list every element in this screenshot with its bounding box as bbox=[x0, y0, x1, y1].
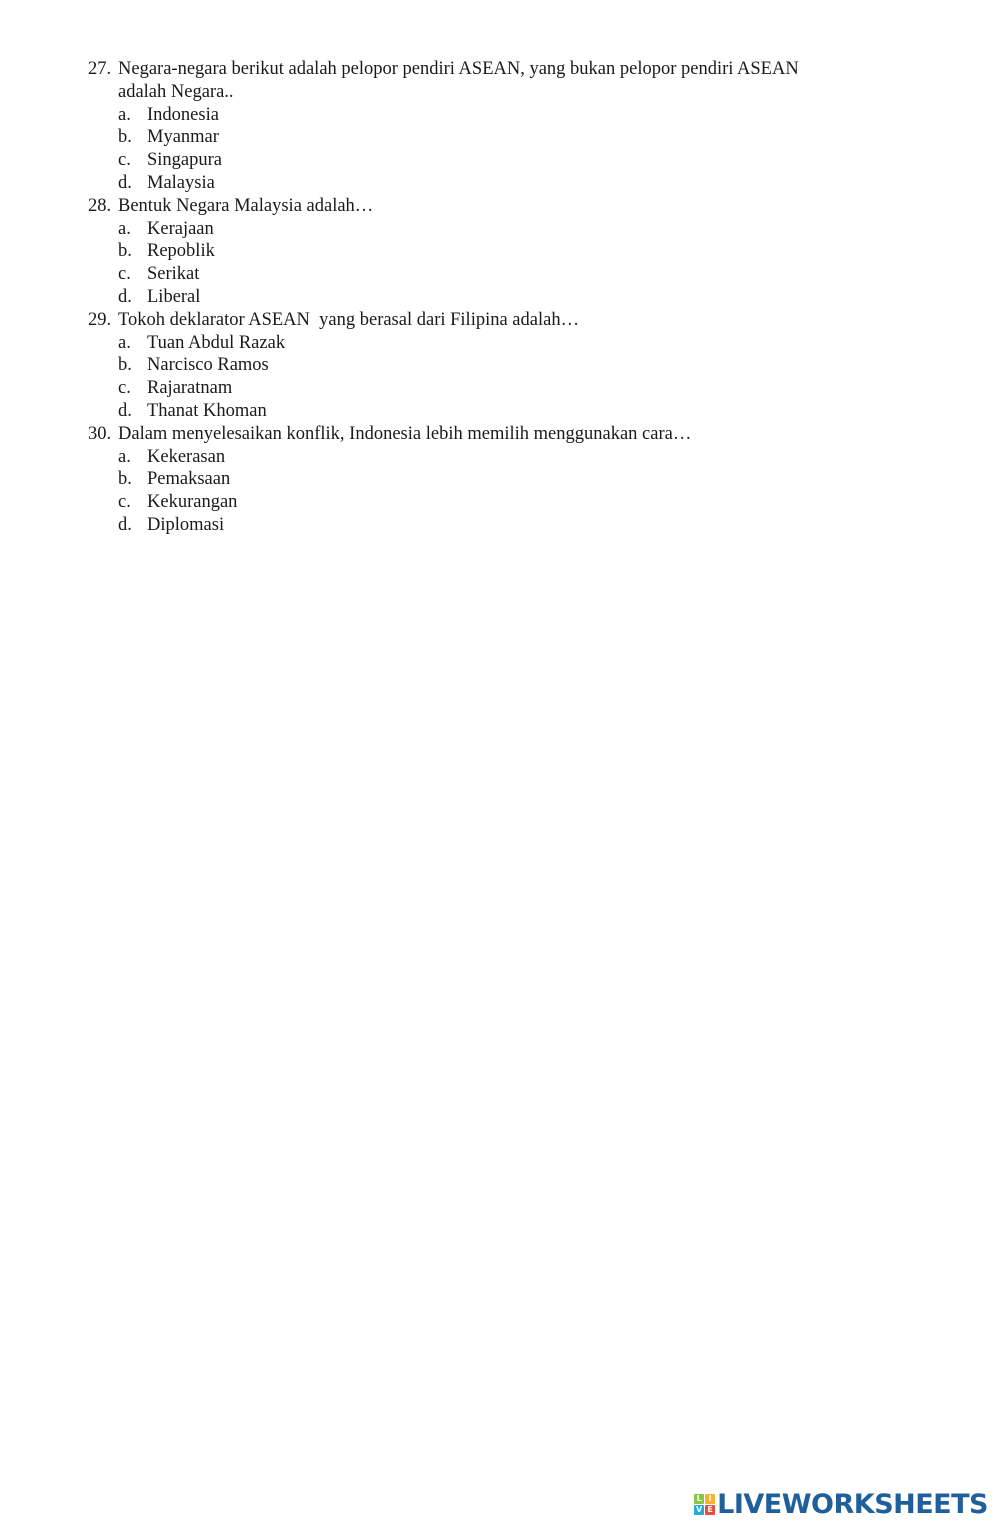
question-text: Tokoh deklarator ASEAN yang berasal dari Filipina adalah… bbox=[118, 309, 580, 330]
option-text: Thanat Khoman bbox=[147, 400, 267, 421]
option-letter: c. bbox=[118, 492, 131, 513]
option-letter: b. bbox=[118, 241, 132, 262]
logo-tile-e: E bbox=[705, 1505, 715, 1515]
option-letter: d. bbox=[118, 400, 132, 421]
question-number: 30. bbox=[88, 423, 112, 444]
liveworksheets-brand[interactable] bbox=[694, 1489, 988, 1520]
answer-option-d[interactable] bbox=[88, 514, 948, 537]
option-text: Kekurangan bbox=[147, 492, 238, 513]
option-text: Kerajaan bbox=[147, 218, 214, 239]
question-28 bbox=[88, 195, 948, 309]
option-letter: a. bbox=[118, 218, 131, 239]
option-text: Malaysia bbox=[147, 172, 215, 193]
option-letter: a. bbox=[118, 446, 131, 467]
option-letter: a. bbox=[118, 332, 131, 353]
option-text: Indonesia bbox=[147, 104, 219, 125]
answer-option-d[interactable] bbox=[88, 172, 948, 195]
answer-option-b[interactable] bbox=[88, 354, 948, 377]
answer-option-c[interactable] bbox=[88, 263, 948, 286]
option-letter: b. bbox=[118, 355, 132, 376]
question-text: Bentuk Negara Malaysia adalah… bbox=[118, 195, 374, 216]
answer-option-a[interactable] bbox=[88, 218, 948, 241]
option-text: Rajaratnam bbox=[147, 378, 233, 399]
question-27 bbox=[88, 58, 948, 195]
option-text: Liberal bbox=[147, 286, 201, 307]
logo-tile-i: I bbox=[705, 1494, 715, 1504]
option-text: Serikat bbox=[147, 264, 200, 285]
option-letter: a. bbox=[118, 104, 131, 125]
question-29 bbox=[88, 309, 948, 423]
liveworksheets-logo-icon bbox=[694, 1494, 715, 1515]
worksheet-page bbox=[88, 58, 948, 537]
option-letter: c. bbox=[118, 378, 131, 399]
logo-tile-l: L bbox=[694, 1494, 704, 1504]
answer-option-c[interactable] bbox=[88, 491, 948, 514]
option-letter: d. bbox=[118, 286, 132, 307]
question-number: 29. bbox=[88, 309, 112, 330]
answer-option-a[interactable] bbox=[88, 332, 948, 355]
answer-option-b[interactable] bbox=[88, 126, 948, 149]
answer-option-d[interactable] bbox=[88, 400, 948, 423]
answer-option-d[interactable] bbox=[88, 286, 948, 309]
option-text: Diplomasi bbox=[147, 514, 225, 535]
brand-name: LIVEWORKSHEETS bbox=[717, 1489, 988, 1520]
logo-tile-v: V bbox=[696, 1505, 703, 1514]
option-text: Pemaksaan bbox=[147, 469, 231, 490]
question-text: Dalam menyelesaikan konflik, Indonesia lebih memilih menggunakan cara… bbox=[118, 423, 692, 444]
option-text: Tuan Abdul Razak bbox=[147, 332, 286, 353]
question-text: Negara-negara berikut adalah pelopor pendiri ASEAN, yang bukan pelopor pendiri ASEAN bbox=[118, 59, 799, 79]
question-30 bbox=[88, 423, 948, 537]
answer-option-a[interactable] bbox=[88, 104, 948, 127]
option-text: Kekerasan bbox=[147, 446, 226, 467]
answer-option-a[interactable] bbox=[88, 446, 948, 469]
answer-option-c[interactable] bbox=[88, 149, 948, 172]
answer-option-c[interactable] bbox=[88, 377, 948, 400]
option-text: Myanmar bbox=[147, 127, 219, 148]
option-text: Singapura bbox=[147, 150, 223, 171]
option-text: Repoblik bbox=[147, 241, 215, 262]
option-text: Narcisco Ramos bbox=[147, 355, 269, 376]
question-text-continued: adalah Negara.. bbox=[118, 81, 234, 102]
option-letter: d. bbox=[118, 172, 132, 193]
option-letter: d. bbox=[118, 514, 132, 535]
option-letter: b. bbox=[118, 469, 132, 490]
question-number: 28. bbox=[88, 195, 112, 216]
answer-option-b[interactable] bbox=[88, 468, 948, 491]
question-number: 27. bbox=[88, 59, 112, 79]
option-letter: c. bbox=[118, 264, 131, 285]
option-letter: b. bbox=[118, 127, 132, 148]
answer-option-b[interactable] bbox=[88, 240, 948, 263]
option-letter: c. bbox=[118, 150, 131, 171]
